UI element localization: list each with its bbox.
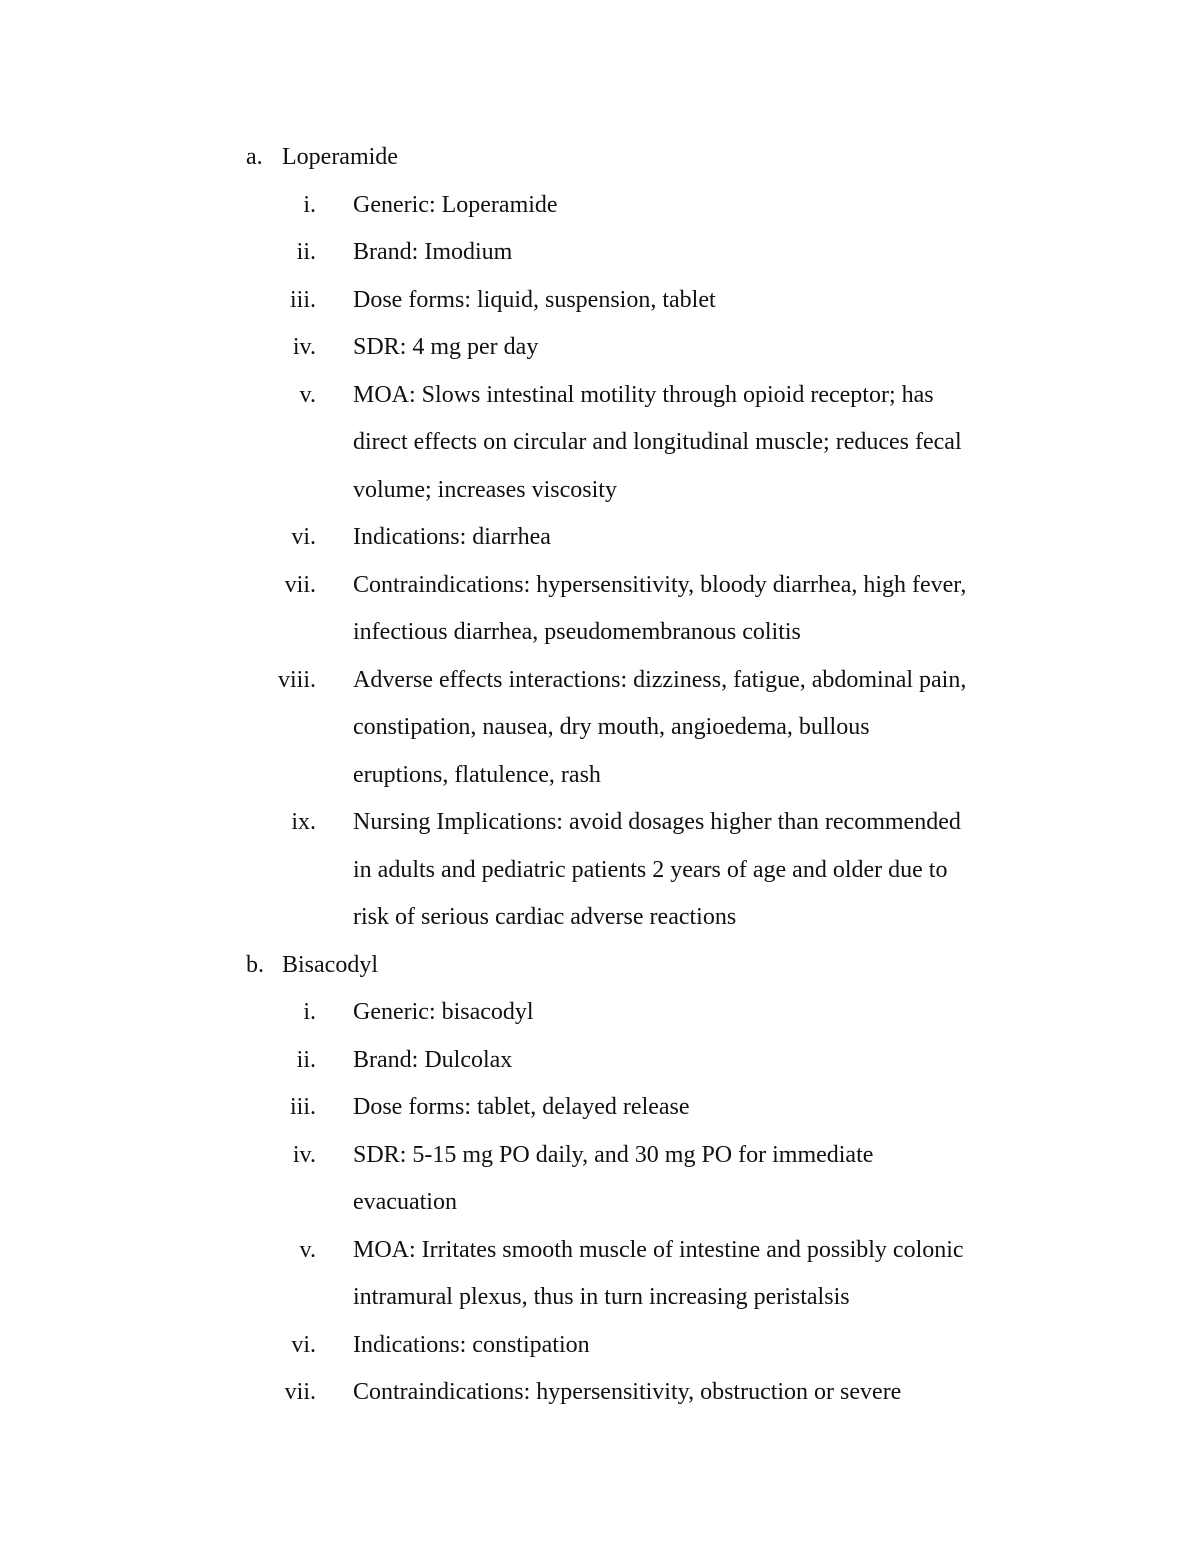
item-text: SDR: 4 mg per day [353, 334, 539, 360]
item-text: Dose forms: tablet, delayed release [353, 1094, 690, 1120]
item-text: Brand: Dulcolax [353, 1046, 513, 1073]
item-text: infectious diarrhea, pseudomembranous colitis [353, 619, 801, 645]
outline-section [0, 942, 1200, 1417]
item-text: constipation, nausea, dry mouth, angioedema, bullous [353, 714, 870, 740]
item-marker: vii. [284, 571, 316, 598]
list-item [0, 1322, 1200, 1370]
item-line [0, 752, 1200, 800]
item-line [0, 514, 1200, 562]
item-text: MOA: Irritates smooth muscle of intestine and possibly colonic [353, 1236, 964, 1263]
item-line [0, 847, 1200, 895]
list-item [0, 562, 1200, 657]
item-line [0, 1037, 1200, 1085]
list-item [0, 989, 1200, 1037]
item-text: Contraindications: hypersensitivity, bloody diarrhea, high fever, [353, 571, 967, 598]
item-line [0, 1322, 1200, 1370]
section-heading [0, 942, 1200, 990]
list-item [0, 1369, 1200, 1417]
item-marker: ix. [291, 809, 316, 835]
list-item [0, 799, 1200, 942]
list-item [0, 372, 1200, 515]
item-line [0, 894, 1200, 942]
drug-outline [0, 134, 1200, 1417]
item-text: Contraindications: hypersensitivity, obstruction or severe [353, 1379, 902, 1405]
item-line [0, 1132, 1200, 1180]
outline-section [0, 134, 1200, 942]
item-text: Nursing Implications: avoid dosages higher than recommended [353, 809, 961, 835]
list-item [0, 1227, 1200, 1322]
item-marker: v. [299, 1236, 316, 1263]
item-text: eruptions, flatulence, rash [353, 761, 601, 788]
item-line [0, 989, 1200, 1037]
item-marker: i. [303, 191, 316, 218]
item-marker: ii. [296, 1046, 316, 1073]
item-line [0, 324, 1200, 372]
item-line [0, 1084, 1200, 1132]
item-text: Generic: Loperamide [353, 191, 558, 218]
item-text: Adverse effects interactions: dizziness, fatigue, abdominal pain, [353, 666, 967, 693]
list-item [0, 1037, 1200, 1085]
item-text: risk of serious cardiac adverse reactions [353, 904, 737, 930]
item-text: Dose forms: liquid, suspension, tablet [353, 286, 716, 313]
item-line [0, 467, 1200, 515]
item-line [0, 229, 1200, 277]
list-item [0, 229, 1200, 277]
item-line [0, 1369, 1200, 1417]
item-marker: v. [299, 381, 316, 408]
list-item [0, 182, 1200, 230]
item-line [0, 277, 1200, 325]
item-text: direct effects on circular and longitudinal muscle; reduces fecal [353, 429, 962, 455]
item-text: evacuation [353, 1189, 457, 1215]
item-line [0, 1179, 1200, 1227]
item-line [0, 419, 1200, 467]
section-marker: a. [246, 144, 263, 170]
item-text: MOA: Slows intestinal motility through opioid receptor; has [353, 381, 934, 408]
item-text: in adults and pediatric patients 2 years of age and older due to [353, 856, 948, 883]
list-item [0, 514, 1200, 562]
section-heading [0, 134, 1200, 182]
item-marker: iii. [289, 286, 316, 313]
item-line [0, 657, 1200, 705]
item-marker: vi. [291, 524, 316, 550]
list-item [0, 657, 1200, 800]
item-text: Indications: diarrhea [353, 524, 551, 550]
item-line [0, 182, 1200, 230]
item-marker: vi. [291, 1331, 316, 1358]
item-text: Brand: Imodium [353, 239, 513, 265]
section-title: Loperamide [282, 144, 398, 170]
item-line [0, 609, 1200, 657]
item-text: Generic: bisacodyl [353, 999, 534, 1025]
item-line [0, 1227, 1200, 1275]
list-item [0, 324, 1200, 372]
list-item [0, 277, 1200, 325]
item-marker: vii. [284, 1379, 316, 1405]
item-marker: i. [303, 999, 316, 1025]
item-line [0, 704, 1200, 752]
item-marker: iii. [289, 1094, 316, 1120]
item-marker: ii. [296, 239, 316, 265]
item-marker: iv. [292, 1141, 316, 1168]
item-marker: iv. [292, 334, 316, 360]
list-item [0, 1084, 1200, 1132]
section-title: Bisacodyl [282, 951, 378, 978]
item-line [0, 562, 1200, 610]
item-text: SDR: 5-15 mg PO daily, and 30 mg PO for immediate [353, 1141, 874, 1168]
item-text: intramural plexus, thus in turn increasing peristalsis [353, 1284, 850, 1310]
list-item [0, 1132, 1200, 1227]
item-marker: viii. [277, 666, 316, 693]
item-text: volume; increases viscosity [353, 476, 617, 503]
item-line [0, 799, 1200, 847]
section-marker: b. [246, 951, 264, 978]
item-text: Indications: constipation [353, 1331, 590, 1358]
item-line [0, 372, 1200, 420]
item-line [0, 1274, 1200, 1322]
